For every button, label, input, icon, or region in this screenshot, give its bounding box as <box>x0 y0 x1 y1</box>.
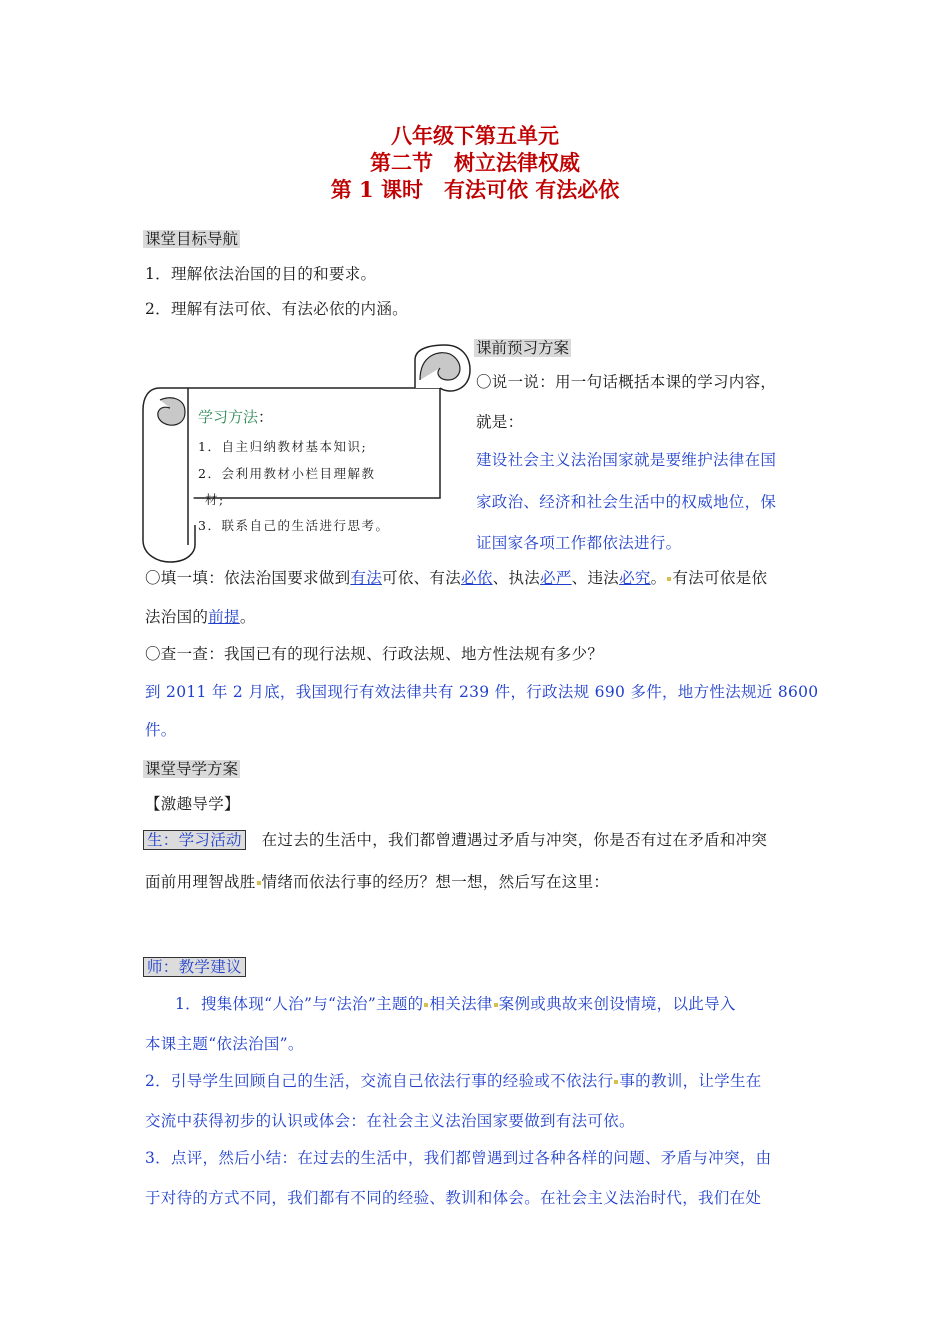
method-item-3: 3．联系自己的生活进行思考。 <box>198 518 390 533</box>
guide-section-heading: 【激趣导学】 <box>145 795 240 813</box>
preview-label: 课前预习方案 <box>476 339 570 357</box>
doc-title-unit: 八年级下第五单元 <box>391 123 559 148</box>
teacher-item-2: 2．引导学生回顾自己的生活，交流自己依法行事的经验或不依法行 事的教训，让学生在 <box>145 1072 762 1090</box>
edit-mark <box>424 1003 428 1007</box>
say-answer-2: 家政治、经济和社会生活中的权威地位，保 <box>476 493 777 511</box>
guide-label: 课堂导学方案 <box>145 760 239 778</box>
check-answer-1: 到 2011 年 2 月底，我国现行有效法律共有 239 件，行政法规 690 多件，地方性法规近 8600 <box>145 683 819 701</box>
student-activity-line-1: 生：学习活动 在过去的生活中，我们都曾遭遇过矛盾与冲突，你是否有过在矛盾和冲突 <box>143 828 767 850</box>
teacher-item-2-cont: 交流中获得初步的认识或体会：在社会主义法治国家要做到有法可依。 <box>145 1112 635 1130</box>
method-item-1: 1．自主归纳教材基本知识; <box>198 439 368 454</box>
edit-mark <box>614 1080 618 1084</box>
fill-blank-3: 必严 <box>540 569 572 587</box>
say-prompt: 〇说一说：用一句话概括本课的学习内容， <box>476 373 777 391</box>
say-answer-1: 建设社会主义法治国家就是要维护法律在国 <box>476 451 777 469</box>
check-question: 〇查一查：我国已有的现行法规、行政法规、地方性法规有多少？ <box>145 645 604 663</box>
fill-blank-5: 前提 <box>208 608 240 626</box>
goal-item-2: 2．理解有法可依、有法必依的内涵。 <box>145 300 408 318</box>
teacher-item-1: 1．搜集体现“人治”与“法治”主题的 相关法律 案例或典故来创设情境，以此导入 <box>175 995 736 1013</box>
teacher-suggestion-line <box>143 955 246 977</box>
method-item-2-cont: 材; <box>205 492 225 507</box>
fill-blank-4: 必究 <box>619 569 651 587</box>
fill-line-1: 〇填一填：依法治国要求做到有法可依、有法必依、执法必严、违法必究。 有法可依是依 <box>145 569 768 587</box>
doc-title-section: 第二节 树立法律权威 <box>370 150 580 175</box>
goal-item-1: 1．理解依法治国的目的和要求。 <box>145 265 377 283</box>
teacher-item-3: 3．点评，然后小结：在过去的生活中，我们都曾遇到过各种各样的问题、矛盾与冲突，由 <box>145 1149 772 1167</box>
teacher-suggestion-label: 师：教学建议 <box>143 957 246 977</box>
edit-mark <box>257 881 261 885</box>
student-activity-line-2: 面前用理智战胜 情绪而依法行事的经历？想一想，然后写在这里： <box>145 873 610 891</box>
fill-blank-1: 有法 <box>350 569 383 587</box>
check-answer-2: 件。 <box>145 721 177 739</box>
edit-mark <box>667 577 671 581</box>
student-activity-label: 生：学习活动 <box>143 830 246 850</box>
teacher-item-1-cont: 本课主题“依法治国”。 <box>145 1035 304 1053</box>
fill-line-2: 法治国的前提。 <box>145 608 256 626</box>
teacher-item-3-cont: 于对待的方式不同，我们都有不同的经验、教训和体会。在社会主义法治时代，我们在处 <box>145 1189 762 1207</box>
method-item-2: 2．会利用教材小栏目理解教 <box>198 466 376 481</box>
edit-mark <box>494 1003 498 1007</box>
goals-label: 课堂目标导航 <box>145 230 239 248</box>
say-prompt-cont: 就是： <box>476 413 524 431</box>
say-answer-3: 证国家各项工作都依法进行。 <box>476 534 682 552</box>
fill-blank-2: 必依 <box>461 569 493 587</box>
doc-title-lesson: 第 1 课时 有法可依 有法必依 <box>330 177 620 202</box>
method-title: 学习方法： <box>198 408 274 426</box>
